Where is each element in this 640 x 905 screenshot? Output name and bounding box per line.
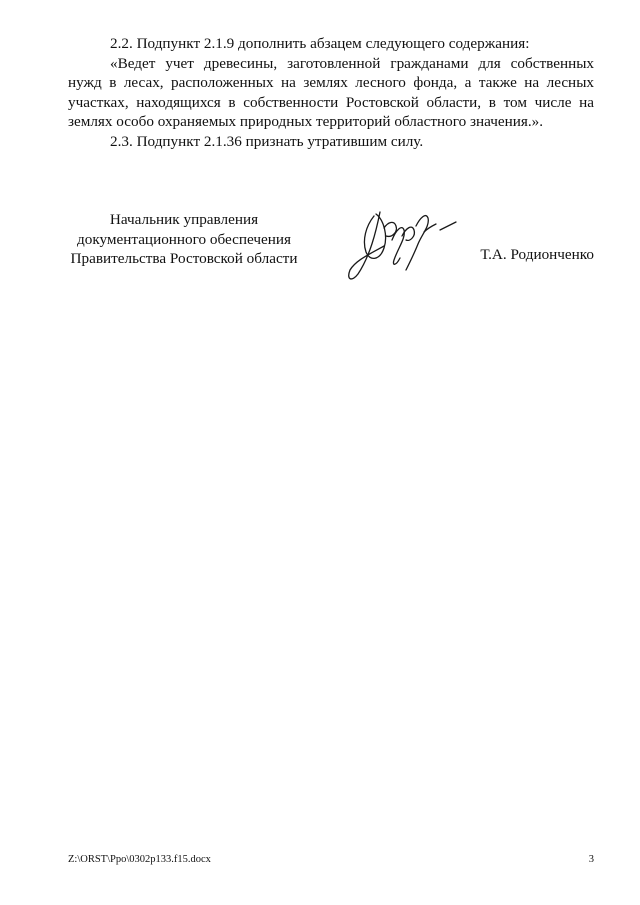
paragraph-2-2: 2.2. Подпункт 2.1.9 дополнить абзацем следующего содержания:	[110, 35, 530, 52]
signatory-title-line-1: Начальник управления	[109, 211, 259, 228]
paragraph-2-3: 2.3. Подпункт 2.1.36 признать утратившим силу.	[110, 132, 424, 150]
signatory-title	[62, 210, 306, 269]
signature-block	[0, 0, 640, 300]
handwritten-signature-icon	[340, 200, 460, 288]
signatory-title-line-3: Правительства Ростовской области	[70, 250, 298, 267]
footer-page-number: 3	[588, 854, 594, 865]
paragraph-quote: «Ведет учет древесины, заготовленной гражданами для собственных нужд в лесах, расположенных на землях лесного фонда, а также на лесных участках, находящихся в собственности Ростовской области, в том числе на землях особо охраняемых природных территорий областного значения.».	[68, 54, 594, 130]
signatory-title-line-2: документационного обеспечения	[77, 230, 291, 248]
signatory-name: Т.А. Родионченко	[480, 246, 594, 263]
footer-file-path: Z:\ORST\Ppo\0302p133.f15.docx	[68, 854, 211, 865]
